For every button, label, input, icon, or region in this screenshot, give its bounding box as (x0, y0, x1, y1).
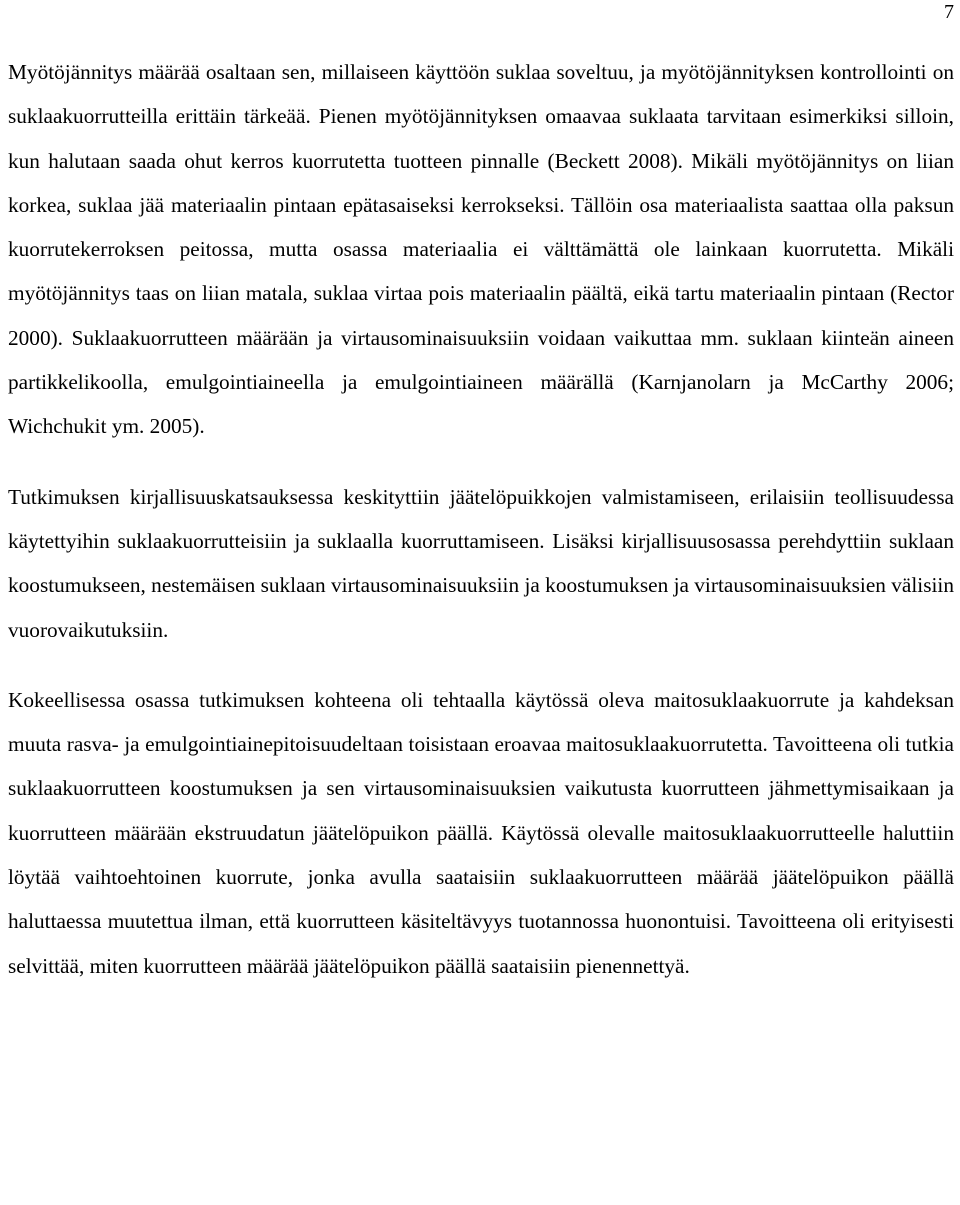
document-body (8, 50, 954, 988)
paragraph-yield-stress: Myötöjännitys määrää osaltaan sen, millaiseen käyttöön suklaa soveltuu, ja myötöjännityksen kontrollointi on suklaakuorrutteilla erittäin tärkeää. Pienen myötöjännityksen omaavaa suklaata tarvitaan esimerkiksi silloin, kun halutaan saada ohut kerros kuorrutetta tuotteen pinnalle (Beckett 2008). Mikäli myötöjännitys on liian korkea, suklaa jää materiaalin pintaan epätasaiseksi kerrokseksi. Tällöin osa materiaalista saattaa olla paksun kuorrutekerroksen peitossa, mutta osassa materiaalia ei välttämättä ole lainkaan kuorrutetta. Mikäli myötöjännitys taas on liian matala, suklaa virtaa pois materiaalin päältä, eikä tartu materiaalin pintaan (Rector 2000). Suklaakuorrutteen määrään ja virtausominaisuuksiin voidaan vaikuttaa mm. suklaan kiinteän aineen partikkelikoolla, emulgointiaineella ja emulgointiaineen määrällä (Karnjanolarn ja McCarthy 2006; Wichchukit ym. 2005). (8, 60, 954, 439)
page-number: 7 (944, 1, 954, 23)
paragraph-literature-review: Tutkimuksen kirjallisuuskatsauksessa keskityttiin jäätelöpuikkojen valmistamiseen, erilaisiin teollisuudessa käytettyihin suklaakuorrutteisiin ja suklaalla kuorruttamiseen. Lisäksi kirjallisuusosassa perehdyttiin suklaan koostumukseen, nestemäisen suklaan virtausominaisuuksiin ja koostumuksen ja virtausominaisuuksien välisiin vuorovaikutuksiin. (8, 484, 954, 642)
paragraph-experimental-part: Kokeellisessa osassa tutkimuksen kohteena oli tehtaalla käytössä oleva maitosuklaakuorrute ja kahdeksan muuta rasva- ja emulgointiainepitoisuudeltaan toisistaan eroavaa maitosuklaakuorrutetta. Tavoitteena oli tutkia suklaakuorrutteen koostumuksen ja sen virtausominaisuuksien vaikutusta kuorrutteen jähmettymisaikaan ja kuorrutteen määrään ekstruudatun jäätelöpuikon päällä. Käytössä olevalle maitosuklaakuorrutteelle haluttiin löytää vaihtoehtoinen kuorrute, jonka avulla saataisiin suklaakuorrutteen määrää jäätelöpuikon päällä haluttaessa muutettua ilman, että kuorrutteen käsiteltävyys tuotannossa huonontuisi. Tavoitteena oli erityisesti selvittää, miten kuorrutteen määrää jäätelöpuikon päällä saataisiin pienennettyä. (8, 687, 954, 978)
